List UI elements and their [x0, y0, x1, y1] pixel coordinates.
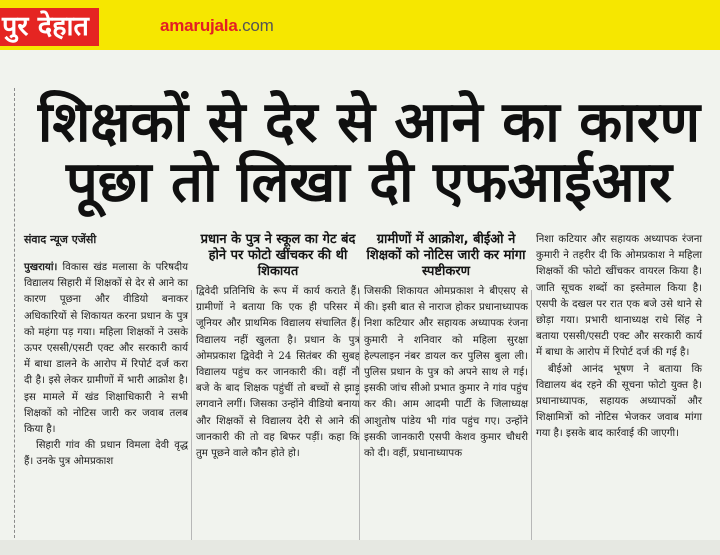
column-2-body: द्विवेदी प्रतिनिधि के रूप में कार्य कराते हैं। ग्रामीणों ने बताया कि एक ही परिसर में जूनियर और प्राथमिक विद्यालय संचालित हैं। विद्यालय नहीं खुलता है। प्रधान के पुत्र ओमप्रकाश द्विवेदी ने 24 सितंबर की सुबह विद्यालय पहुंच कर जानकारी की। वहीं नौ बजे के बाद शिक्षक पहुंचीं तो बच्चों से झाड़ू लगवाने लगीं। जिसका उन्होंने वीडियो बनाया और शिक्षकों से विद्यालय देरी से आने की जानकारी की तो वह बिफर पड़ीं। कहा कि तुम पूछने वाले कौन होते हो। — [196, 286, 360, 460]
column-4-paragraph-2: बीईओ आनंद भूषण ने बताया कि विद्यालय बंद रहने की सूचना फोटो युक्त है। प्रधानाध्यापक, सहायक अध्यापकों और शिक्षामित्रों को नोटिस भेजकर जवाब मांगा गया है। इसके बाद कार्रवाई की जाएगी। — [536, 363, 702, 440]
masthead-bar — [0, 0, 720, 50]
column-divider — [531, 290, 532, 540]
column-divider — [191, 290, 192, 540]
lead-text: विकास खंड मलासा के परिषदीय विद्यालय सिहारी में शिक्षकों से देर से आने का कारण पूछना और वीडियो बनाकर अधिकारियों से शिकायत करना प्रधान के पुत्र को महंगा पड़ गया। महिला शिक्षकों ने उसके ऊपर एससी/एसटी एक्ट और सरकारी कार्य में बाधा डालने के आरोप में रिपोर्ट दर्ज करा दी है। इसे लेकर ग्रामीणों में भारी आक्रोश है। इस मामले में खंड शिक्षाधिकारी ने सभी शिक्षकों को नोटिस जारी कर जवाब तलब किया है। — [24, 262, 189, 436]
article-column-2 — [196, 232, 360, 462]
article-column-3 — [364, 232, 528, 462]
article-column-1 — [24, 232, 188, 471]
site-tld: .com — [237, 16, 274, 35]
cropped-bottom-edge — [0, 540, 720, 555]
column-divider — [359, 290, 360, 540]
section-label: पुर देहात — [0, 8, 99, 46]
byline: संवाद न्यूज एजेंसी — [24, 233, 97, 246]
site-name: amarujala — [160, 16, 238, 35]
column-3-body: जिसकी शिकायत ओमप्रकाश ने बीएसए से की। इसी बात से नाराज होकर प्रधानाध्यापक निशा कटियार और सहायक अध्यापक रंजना कुमारी ने शनिवार को महिला सुरक्षा हेल्पलाइन नंबर डायल कर पुलिस बुला ली। पुलिस प्रधान के पुत्र को अपने साथ ले गई। इसकी जांच सीओ प्रभात कुमार ने गांव पहुंच कर की। आम आदमी पार्टी के जिलाध्यक्ष आशुतोष पांडेय भी गांव पहुंच गए। उन्होंने इसकी जानकारी एसपी केशव कुमार चौधरी को दी। वहीं, प्रधानाध्यापक — [364, 286, 528, 460]
column-4-paragraph-1: निशा कटियार और सहायक अध्यापक रंजना कुमारी ने तहरीर दी कि ओमप्रकाश ने महिला शिक्षकों की फोटो खींचकर वायरल किया है। जाति सूचक शब्दों का इस्तेमाल किया है। एसपी के दखल पर रात एक बजे उसे थाने से छोड़ा गया। प्रभारी थानाध्यक्ष राधे सिंह ने बताया एससी/एसटी एक्ट और सरकारी कार्य में बाधा के आरोप में रिपोर्ट दर्ज की गई है। — [536, 234, 702, 359]
lead-paragraph — [24, 260, 188, 438]
column-1-paragraph-2: सिहारी गांव की प्रधान विमला देवी वृद्ध हैं। उनके पुत्र ओमप्रकाश — [24, 440, 188, 468]
site-logo — [160, 16, 274, 36]
left-margin-rule — [14, 88, 15, 548]
subhead-2: ग्रामीणों में आक्रोश, बीईओ ने शिक्षकों को नोटिस जारी कर मांगा स्पष्टीकरण — [366, 232, 526, 279]
dateline: पुखरायां। — [24, 262, 58, 273]
subhead-1: प्रधान के पुत्र ने स्कूल का गेट बंद होने पर फोटो खींचकर की थी शिकायत — [200, 232, 356, 279]
headline-line-2: पूछा तो लिखा दी एफआईआर — [65, 150, 672, 215]
article-column-4 — [536, 232, 702, 443]
headline-line-1: शिक्षकों से देर से आने का कारण — [37, 90, 701, 155]
